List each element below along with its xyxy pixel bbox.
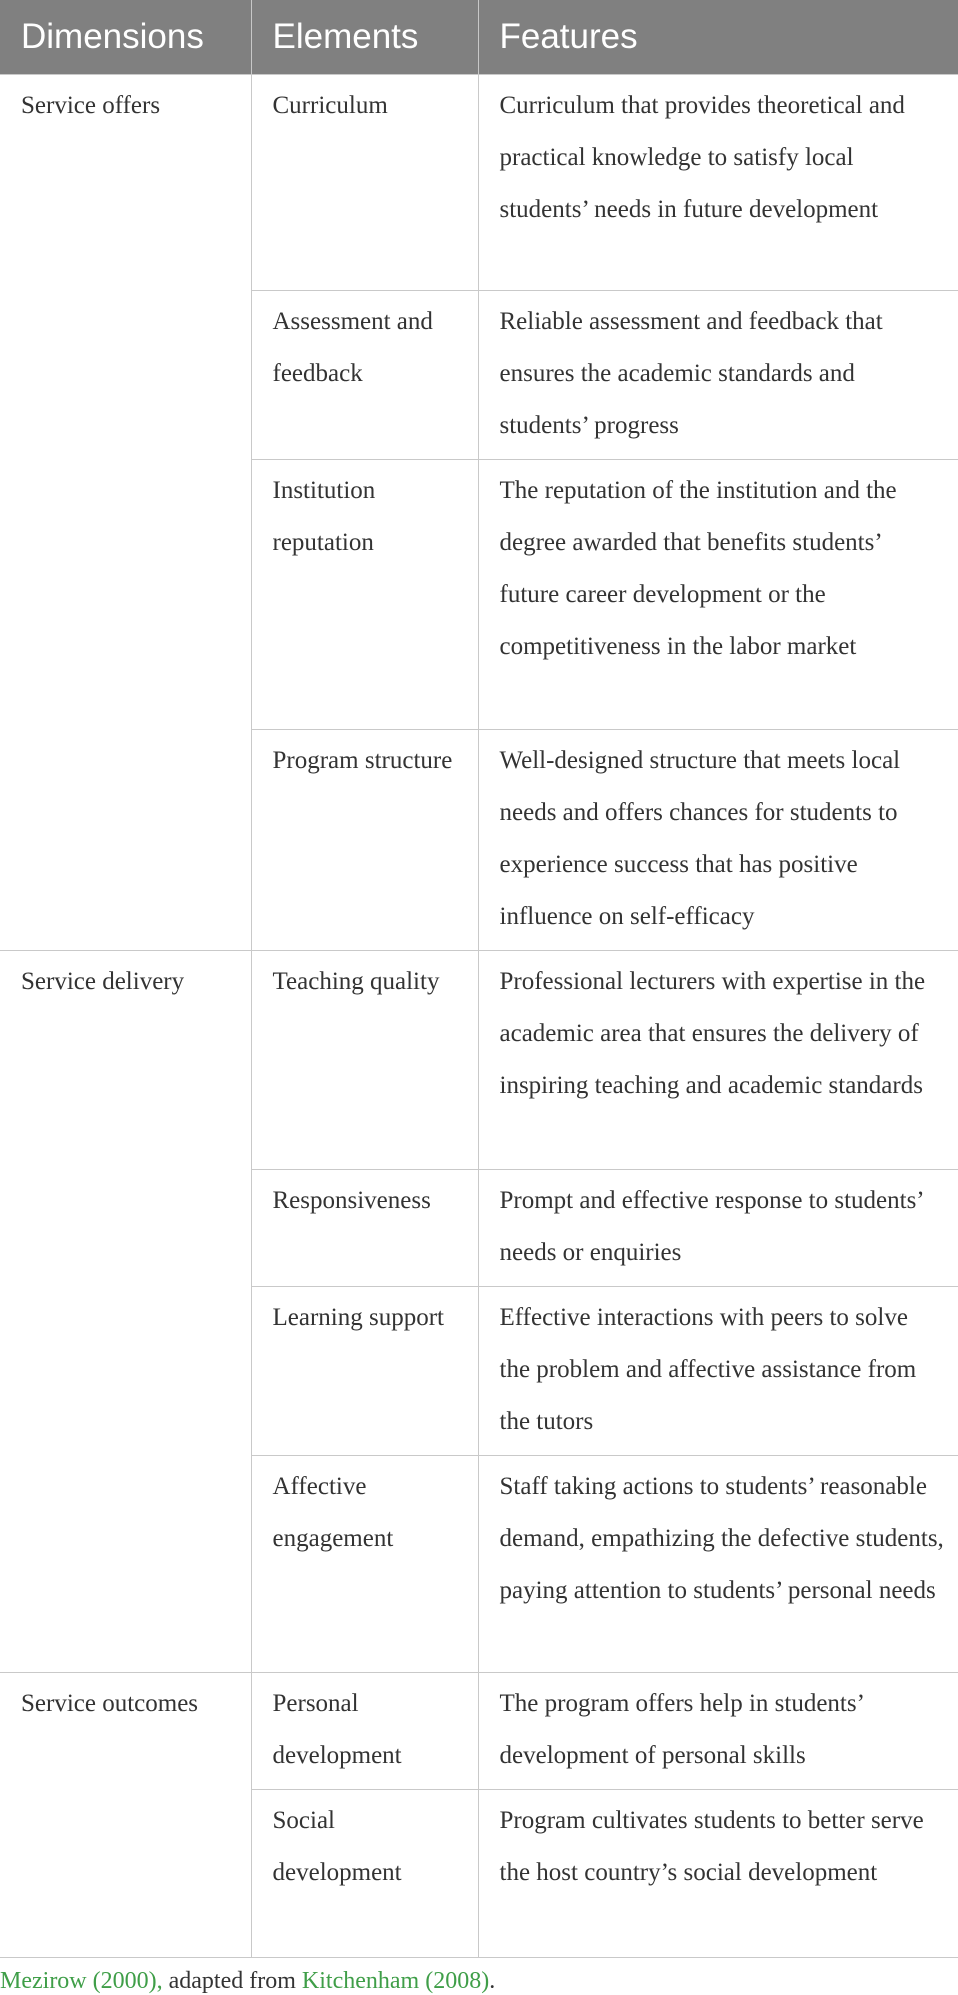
element-cell: Affective engagement [251, 1455, 478, 1672]
footnote-text: adapted from [162, 1967, 302, 1994]
dimension-cell: Service offers [0, 74, 251, 950]
element-cell: Responsiveness [251, 1169, 478, 1286]
element-cell: Curriculum [251, 74, 478, 290]
feature-cell: Effective interactions with peers to solve the problem and affective assistance from the tutors [478, 1286, 958, 1455]
footnote-end: . [489, 1967, 496, 1994]
table-row [0, 74, 958, 290]
feature-cell: Curriculum that provides theoretical and practical knowledge to satisfy local students’ needs in future development [478, 74, 958, 290]
feature-cell: Staff taking actions to students’ reasonable demand, empathizing the defective students, paying attention to students’ personal needs [478, 1455, 958, 1672]
element-cell: Institution reputation [251, 459, 478, 729]
feature-cell: Well-designed structure that meets local needs and offers chances for students to experience success that has positive influence on self-efficacy [478, 729, 958, 950]
dimension-cell: Service outcomes [0, 1672, 251, 1957]
element-cell: Assessment and feedback [251, 290, 478, 459]
header-features: Features [478, 0, 958, 74]
element-cell: Social development [251, 1789, 478, 1957]
reference-link-kitchenham[interactable]: Kitchenham (2008) [301, 1967, 490, 1994]
feature-cell: The program offers help in students’ development of personal skills [478, 1672, 958, 1789]
feature-cell: Program cultivates students to better serve the host country’s social development [478, 1789, 958, 1957]
feature-cell: Professional lecturers with expertise in the academic area that ensures the delivery of inspiring teaching and academic standards [478, 950, 958, 1169]
header-elements: Elements [251, 0, 478, 74]
dimension-cell: Service delivery [0, 950, 251, 1672]
header-dimensions: Dimensions [0, 0, 251, 74]
feature-cell: The reputation of the institution and the degree awarded that benefits students’ future career development or the competitiveness in the labor market [478, 459, 958, 729]
element-cell: Personal development [251, 1672, 478, 1789]
element-cell: Learning support [251, 1286, 478, 1455]
feature-cell: Reliable assessment and feedback that ensures the academic standards and students’ progress [478, 290, 958, 459]
reference-link-mezirow[interactable]: Mezirow (2000), [0, 1967, 163, 1994]
element-cell: Program structure [251, 729, 478, 950]
feature-cell: Prompt and effective response to students’ needs or enquiries [478, 1169, 958, 1286]
header-row [0, 0, 958, 74]
element-cell: Teaching quality [251, 950, 478, 1169]
table-row [0, 1672, 958, 1789]
table-row [0, 950, 958, 1169]
